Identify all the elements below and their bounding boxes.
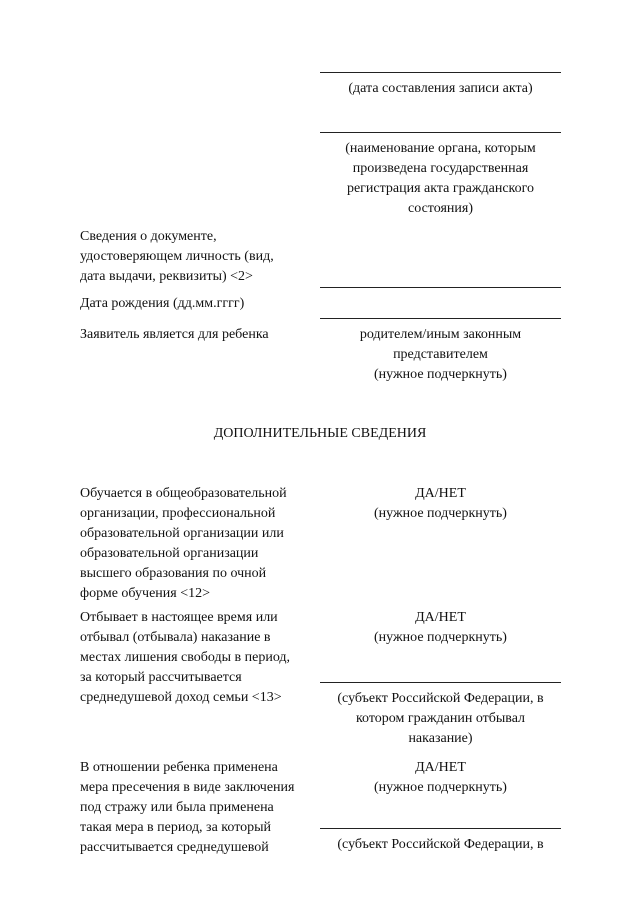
study-label: Обучается в общеобразовательной организации, профессиональной образовательной организации или образовательной организации высшего образования по очной форме обучения <12> <box>80 486 287 601</box>
birth-date-label: Дата рождения (дд.мм.гггг) <box>80 296 245 311</box>
study-yes-no[interactable]: ДА/НЕТ <box>415 486 466 501</box>
prison-region-line[interactable] <box>320 682 561 683</box>
organ-caption: (наименование органа, которым произведена государственная регистрация акта гражданского состояния) <box>345 141 536 216</box>
custody-region-caption: (субъект Российской Федерации, в <box>337 837 544 852</box>
prison-label: Отбывает в настоящее время или отбывал (отбывала) наказание в местах лишения свободы в период, за который рассчитывается среднедушевой доход семьи <13> <box>80 610 291 705</box>
section-title: ДОПОЛНИТЕЛЬНЫЕ СВЕДЕНИЯ <box>213 426 427 441</box>
identity-doc-label: Сведения о документе, удостоверяющем личность (вид, дата выдачи, реквизиты) <2> <box>80 229 274 284</box>
study-hint: (нужное подчеркнуть) <box>374 506 507 521</box>
date-caption: (дата составления записи акта) <box>348 81 533 96</box>
organ-line[interactable] <box>320 132 561 133</box>
prison-yes-no[interactable]: ДА/НЕТ <box>415 610 466 625</box>
custody-answer[interactable] <box>320 758 561 798</box>
prison-region-caption: (субъект Российской Федерации, в котором гражданин отбывал наказание) <box>337 691 544 746</box>
study-answer[interactable] <box>320 484 561 524</box>
custody-hint: (нужное подчеркнуть) <box>374 780 507 795</box>
custody-region-line[interactable] <box>320 828 561 829</box>
identity-doc-line[interactable] <box>320 287 561 288</box>
custody-yes-no[interactable]: ДА/НЕТ <box>415 760 466 775</box>
prison-hint: (нужное подчеркнуть) <box>374 630 507 645</box>
date-line[interactable] <box>320 72 561 73</box>
prison-answer[interactable] <box>320 608 561 648</box>
birth-date-line[interactable] <box>320 318 561 319</box>
applicant-options: родителем/иным законным представителем (нужное подчеркнуть) <box>359 327 522 382</box>
applicant-label: Заявитель является для ребенка <box>80 327 269 342</box>
custody-label: В отношении ребенка применена мера пресечения в виде заключения под стражу или была применена такая мера в период, за который рассчитывается среднедушевой <box>80 760 295 855</box>
